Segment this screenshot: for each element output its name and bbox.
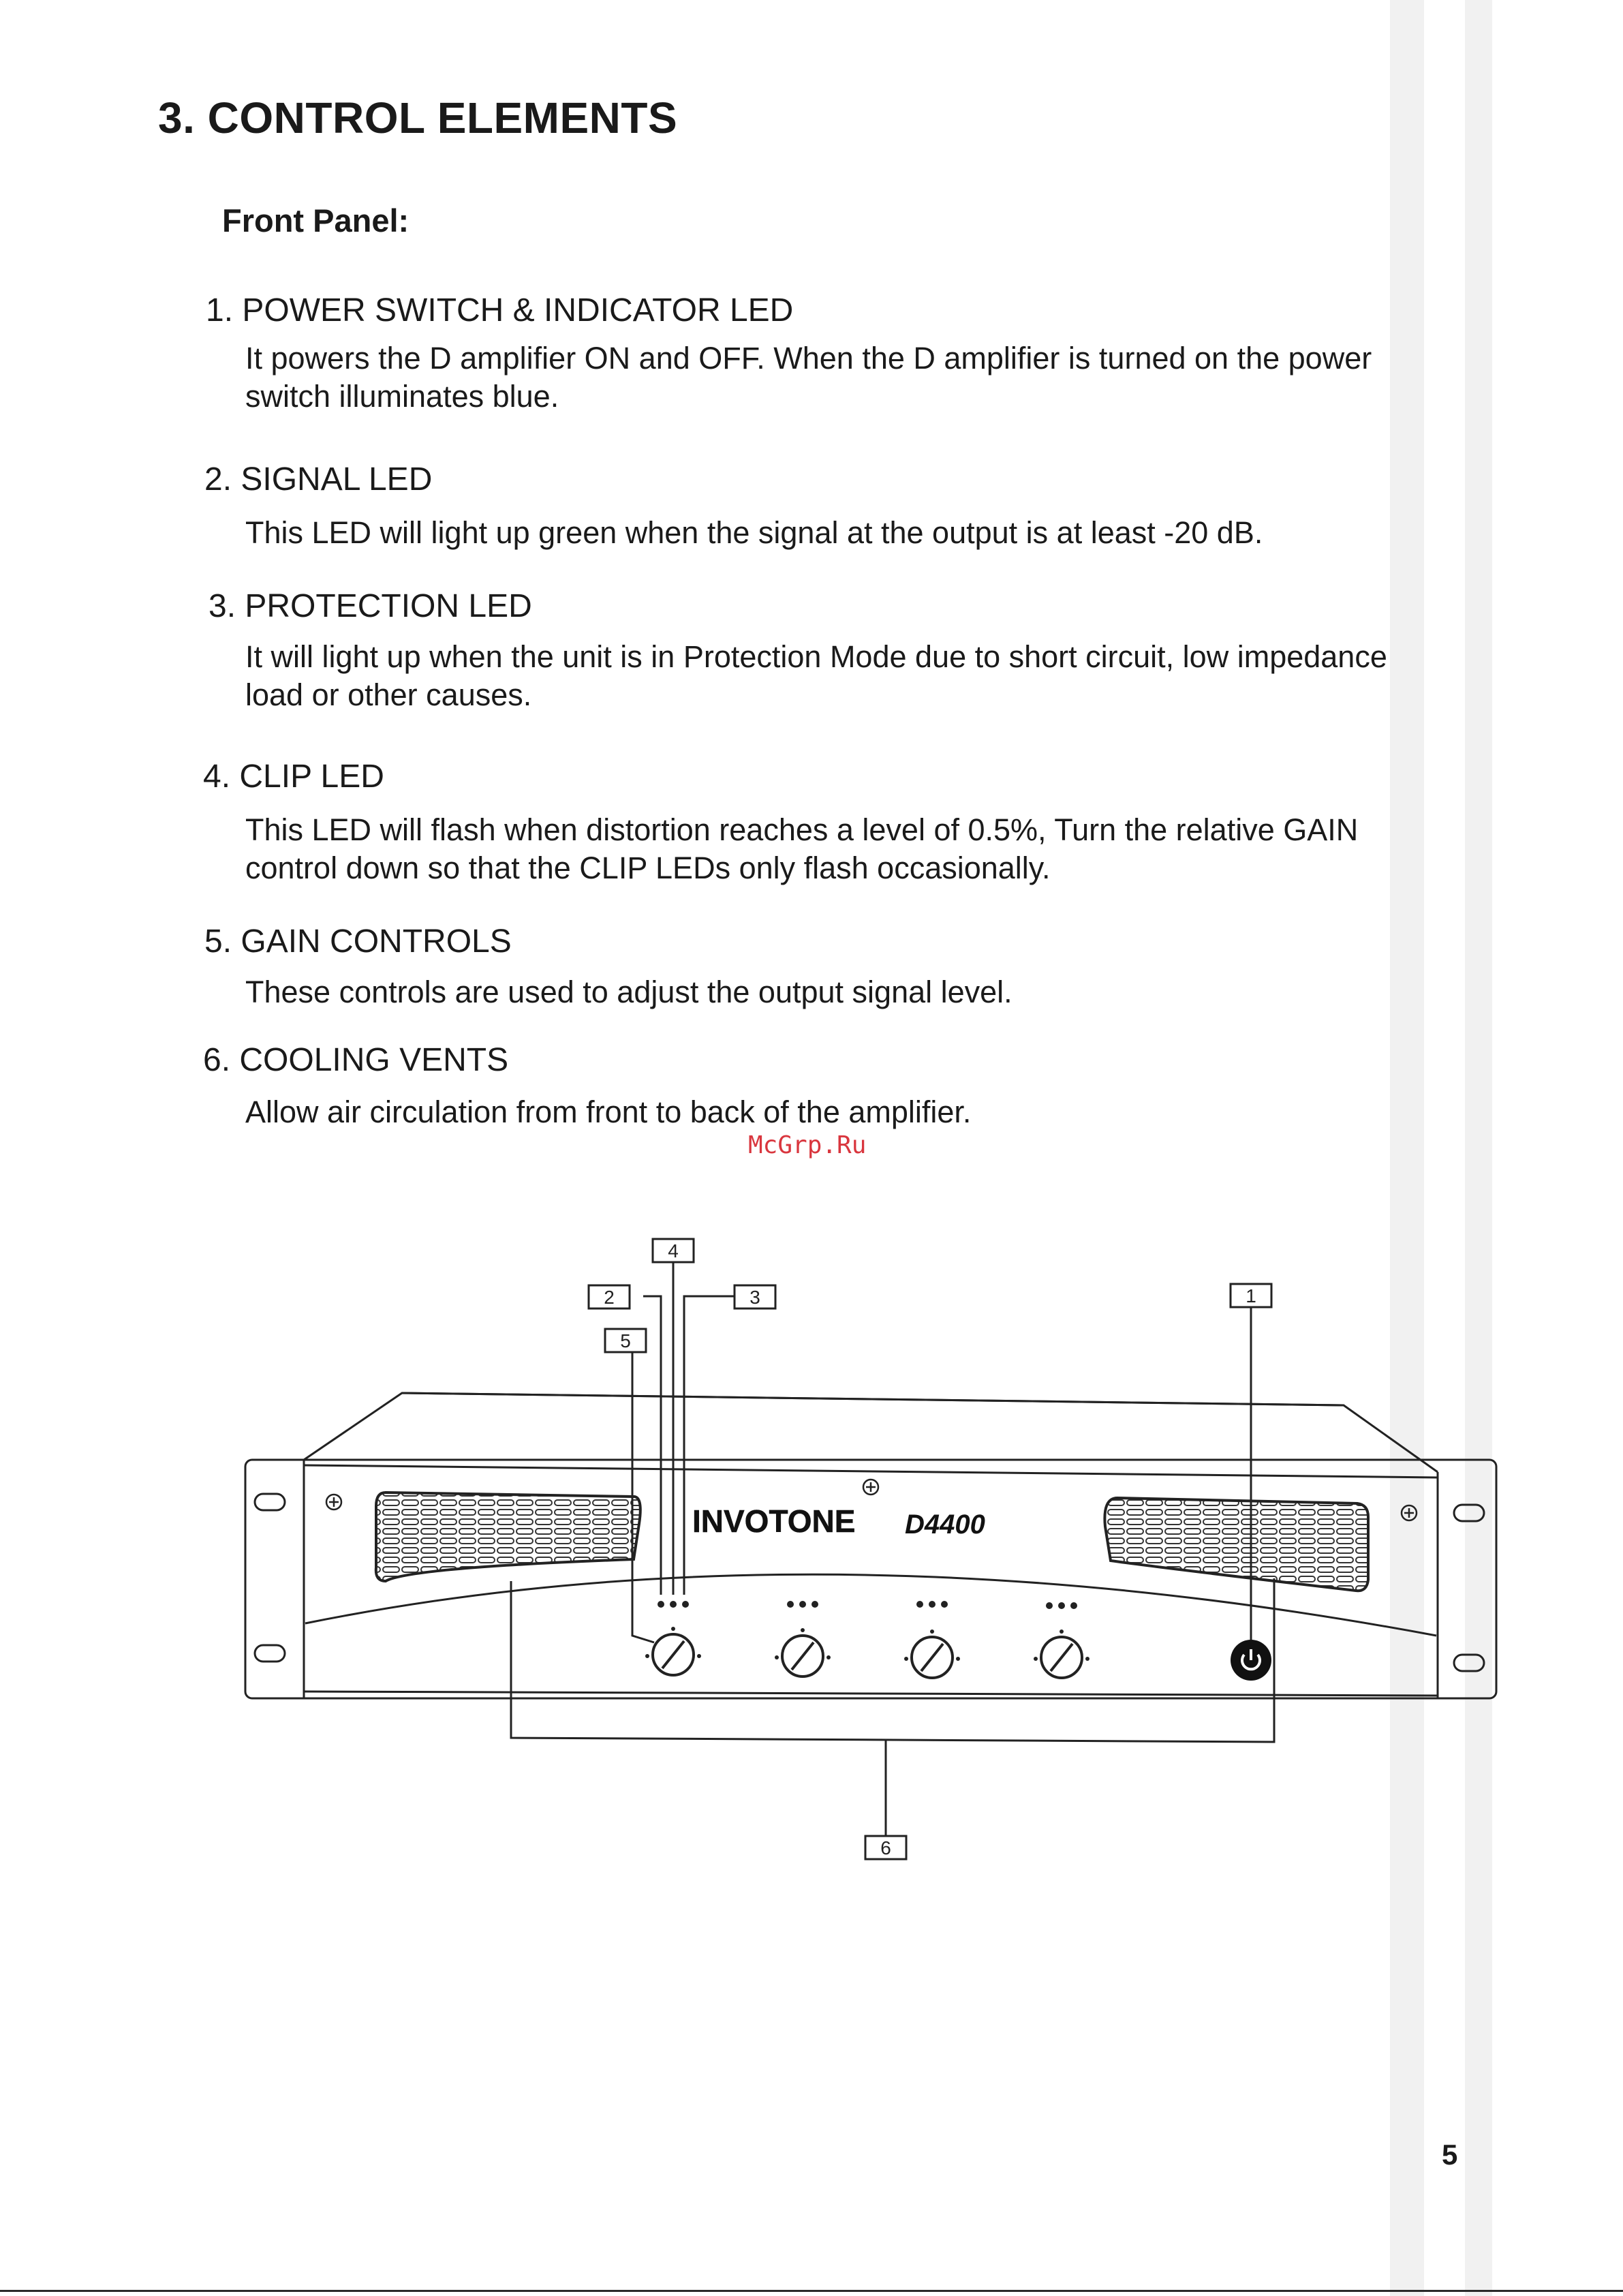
callout-label-1: 1 [1246,1285,1256,1306]
callout-label-6: 6 [880,1837,891,1858]
item-body-clip-led: This LED will flash when distortion reaches a level of 0.5%, Turn the relative GAIN control down so that the CLIP LEDs only flash occasionally. [245,812,1359,885]
item-title-signal-led: 2. SIGNAL LED [204,461,433,498]
item-body-signal-led: This LED will light up green when the signal at the output is at least -20 dB. [245,515,1263,550]
callout-label-3: 3 [749,1287,760,1308]
callout-label-4: 4 [668,1240,679,1261]
item-title-power-switch: 1. POWER SWITCH & INDICATOR LED [206,292,794,328]
led-indicators [658,1601,1077,1609]
item-body-protection-led: It will light up when the unit is in Protection Mode due to short circuit, low impedance load or other causes. [245,639,1387,712]
callout-label-5: 5 [620,1330,631,1351]
page-number: 5 [1442,2139,1458,2171]
item-body-gain-controls: These controls are used to adjust the output signal level. [245,975,1013,1009]
brand-logo: INVOTONE [692,1503,856,1539]
callout-label-2: 2 [604,1287,615,1308]
item-body-cooling-vents: Allow air circulation from front to back of the amplifier. [245,1095,972,1129]
item-title-clip-led: 4. CLIP LED [203,759,384,795]
right-cooling-vent [1104,1498,1368,1591]
gain-scale-ticks [645,1627,1089,1661]
front-panel-subheading: Front Panel: [222,202,409,239]
amplifier-front-panel-diagram [232,1227,1506,1867]
item-title-protection-led: 3. PROTECTION LED [208,588,532,624]
page-bottom-border [0,2290,1623,2292]
gain-knobs [653,1634,1082,1678]
section-heading: 3. CONTROL ELEMENTS [158,93,678,142]
item-title-gain-controls: 5. GAIN CONTROLS [204,923,512,960]
power-switch [1231,1640,1271,1681]
watermark: McGrp.Ru [748,1131,867,1159]
item-title-cooling-vents: 6. COOLING VENTS [203,1042,509,1078]
item-body-power-switch: It powers the D amplifier ON and OFF. When the D amplifier is turned on the power switch illuminates blue. [245,341,1372,414]
model-logo: D4400 [905,1510,985,1540]
page-edge-strip [1465,0,1492,2296]
left-cooling-vent [376,1493,640,1581]
